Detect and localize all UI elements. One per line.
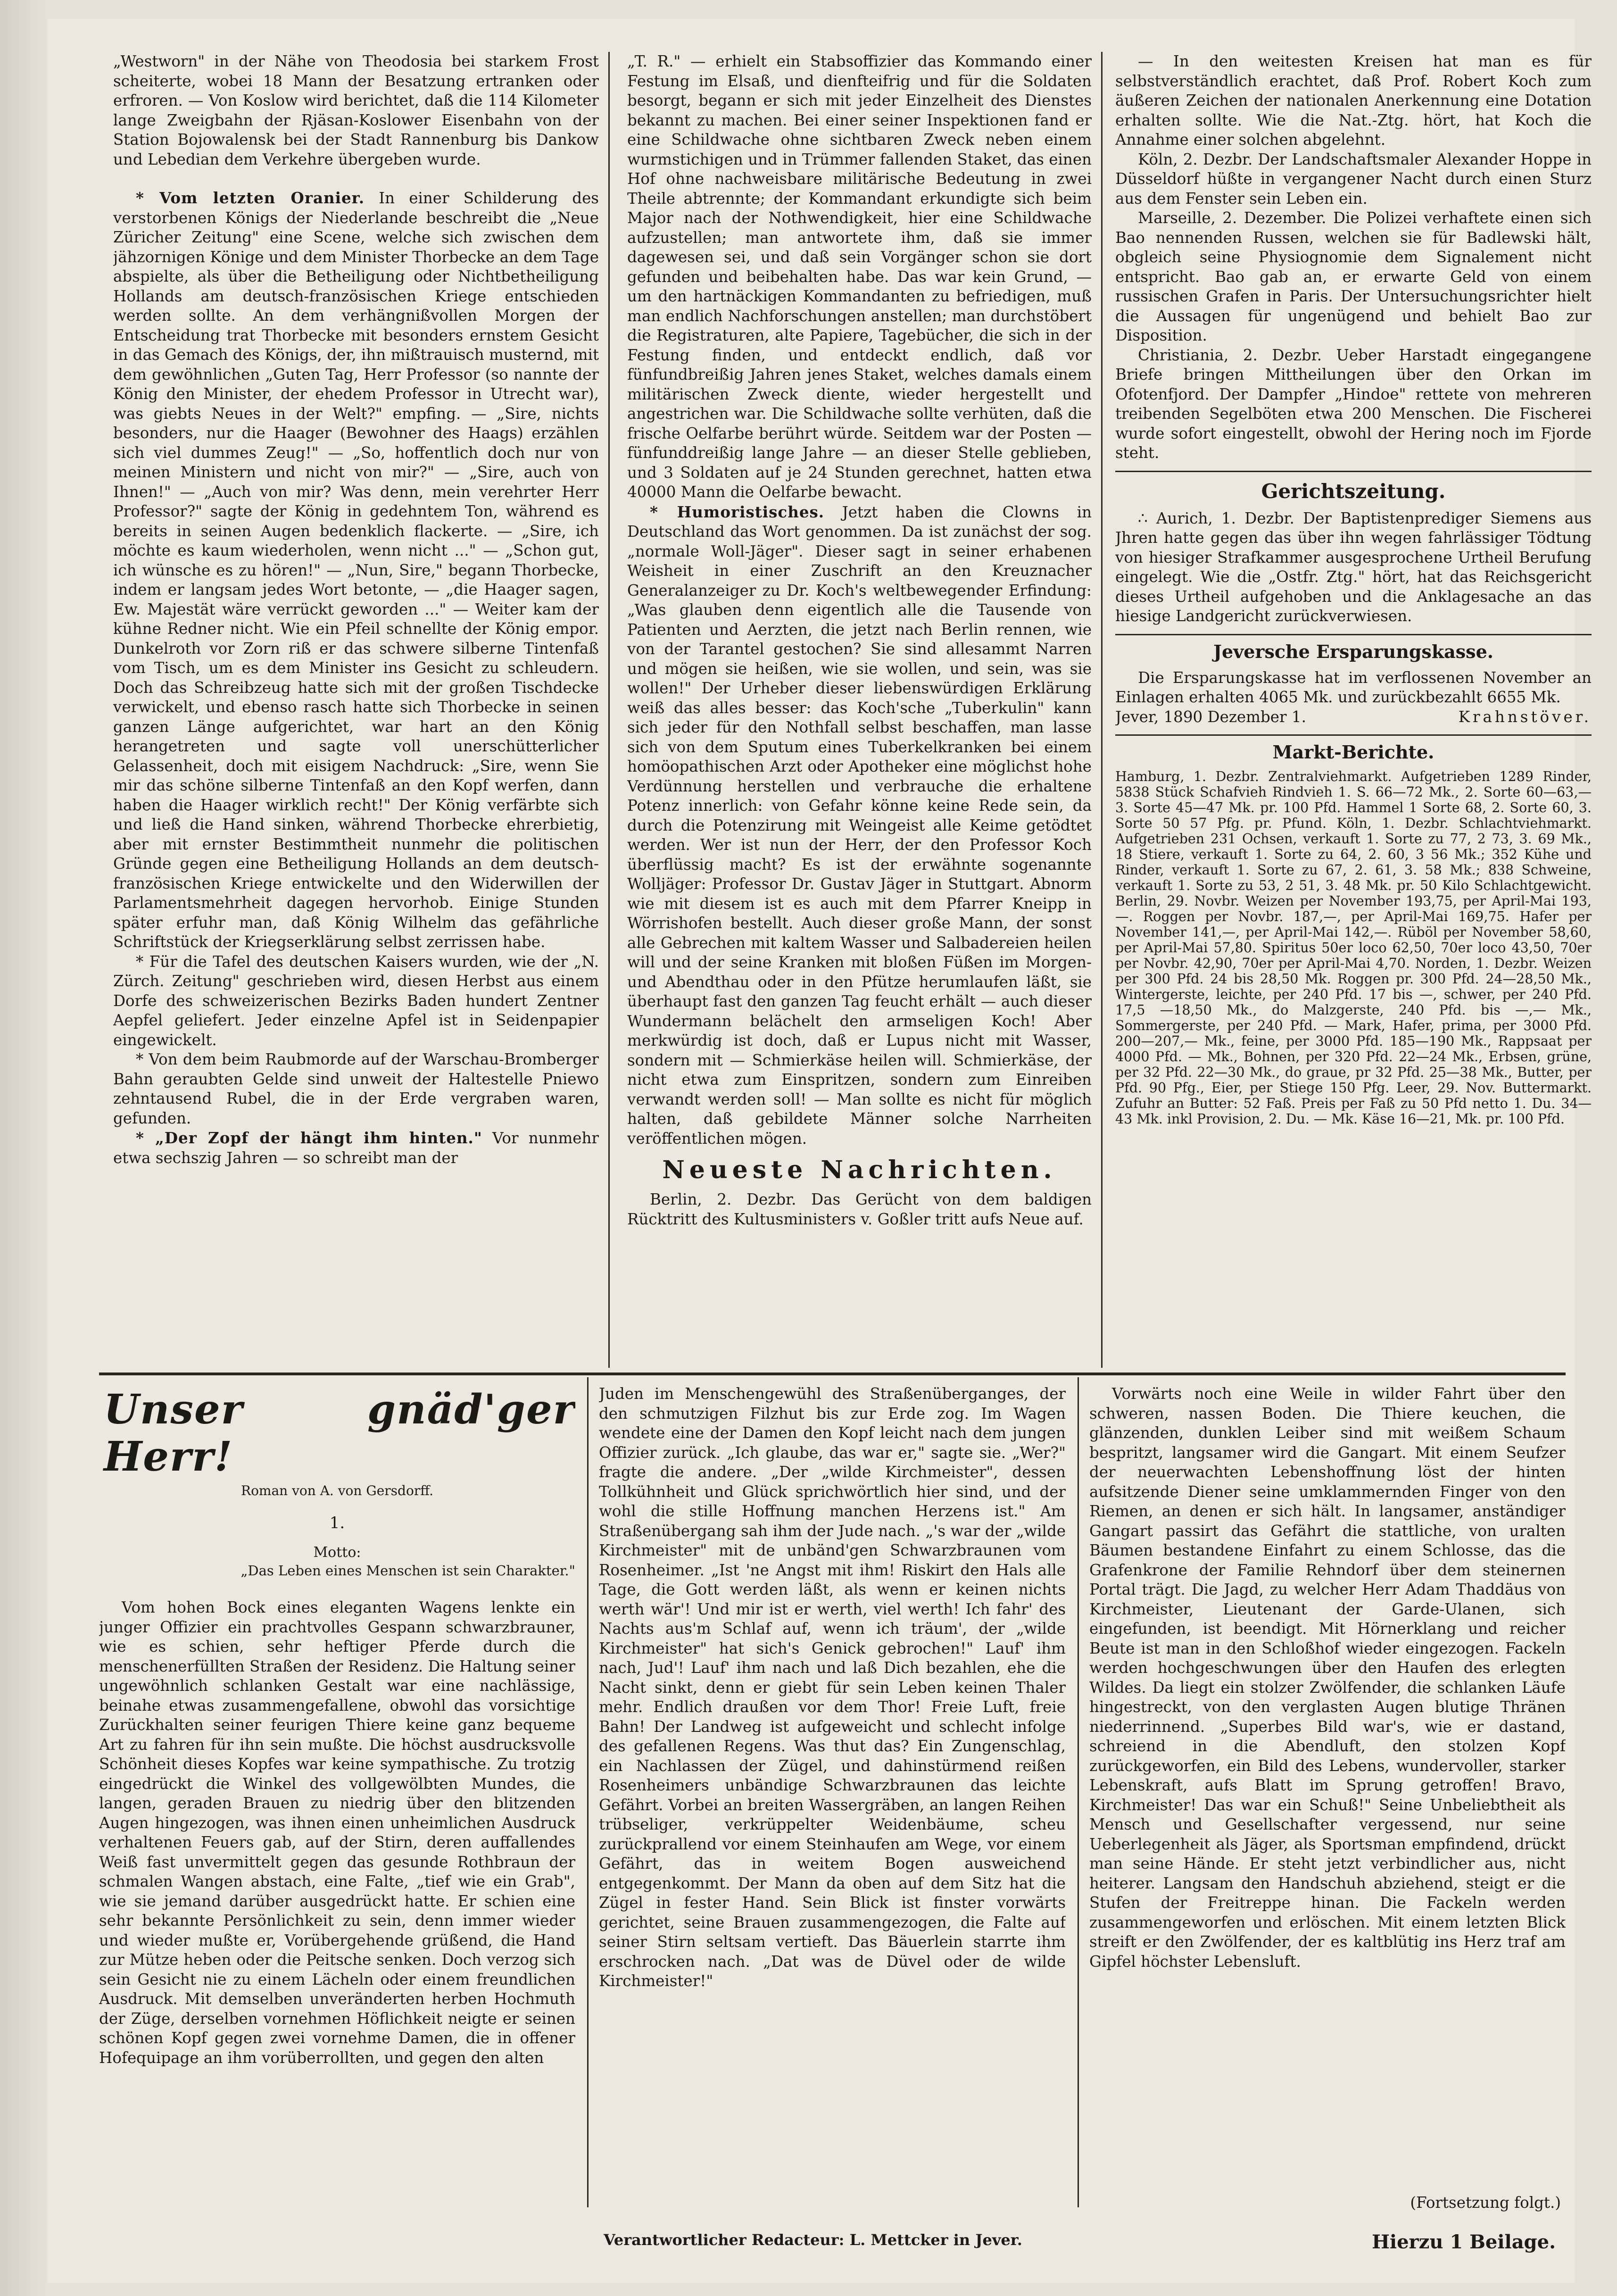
novel-text-3: Vorwärts noch eine Weile in wilder Fahrt über den schweren, nassen Boden. Die Thiere keuchen, die glänzenden, dunklen Leiber sind mit weißem Schaum bespritzt, langsamer wird die Gangart. Mit einem Seufzer der neuerwachten Lebenshoffnung löst der hinten aufsitzende Diener seine umklammernden Finger von den Riemen, an denen er sich hält. In langsamer, anständiger Gangart passirt das Gefährt die stattliche, von uralten Bäumen bestandene Einfahrt zu einem Schlosse, das die Grafenkrone der Familie Rehndorf über dem steinernen Portal trägt. Die Jagd, zu welcher Herr Adam Thaddäus von Kirchmeister, Lieutenant der Garde-Ulanen, sich eingefunden, ist beendigt. Mit Hörnerklang und reicher Beute ist man in den Schloßhof wieder eingezogen. Fackeln werden hochgeschwungen über den Haufen des erlegten Wildes. Da liegt ein stolzer Zwölfender, die schlanken Läufe hingestreckt, von den verglasten Augen blutige Thränen niederrinnend. „Superbes Bild war's, wie er dastand, schreiend in die Abendluft, den stolzen Kopf zurückgeworfen, ein Bild des Lebens, wundervoller, starker Lebenskraft, aufs Blatt im Sprung getroffen! Bravo, Kirchmeister! Das war ein Schuß!" Seine Unbeliebtheit als Mensch und Gesellschafter vergessend, nur seine Ueberlegenheit als Jäger, als Sportsman empfindend, drückt man seine Hände. Er steht jetzt verbindlicher aus, nicht heiterer. Langsam den Handschuh abziehend, steigt er die Stufen der Freitreppe hinan. Die Fackeln werden zusammengeworfen und erlöschen. Mit einem letzten Blick streift er den Zwölfender, der es kaltblütig ins Herz traf am Gipfel höchster Lebensluft.: [1089, 1385, 1566, 1971]
gericht-rule: [1115, 471, 1592, 472]
column-rule-2: [1101, 52, 1103, 1368]
motto-text: „Das Leben eines Menschen ist sein Charakter.": [240, 1563, 575, 1579]
novel-rule-1: [587, 1377, 589, 2207]
marseille-text: Marseille, 2. Dezember. Die Polizei verhaftete einen sich Bao nennenden Russen, welchen sie für Badlewski hält, obgleich seine Physiognomie dem Signalement nicht entspricht. Bao gab an, er erwarte Geld von einem russischen Grafen in Paris. Der Untersuchungsrichter hielt die Aussagen für ungenügend und behielt Bao zur Disposition.: [1115, 209, 1592, 344]
gericht-heading: Gerichtszeitung.: [1261, 479, 1446, 503]
novel-text-1: Vom hohen Bock eines eleganten Wagens lenkte ein junger Offizier ein prachtvolles Gespann schwarzbrauner, wie es schien, sehr heftiger Pferde durch die menschenerfüllten Straßen der Residenz. Die Haltung seiner ungewöhnlich schlanken Gestalt war eine nachlässige, beinahe etwas zusammengefallene, obwohl das vorsichtige Zurückhalten seiner feurigen Thiere keine ganz bequeme Art zu fahren für ihn sein mußte. Die höchst ausdrucksvolle Schönheit dieses Kopfes war keine sympathische. Zu trotzig eingedrückt die Winkel des vollgewölbten Mundes, die langen, geraden Brauen zu niedrig über den blitzenden Augen hingezogen, was ihnen einen unheimlichen Ausdruck verhaltenen Feuers gab, auf der Stirn, deren auffallendes Weiß fast unvermittelt gegen das gesunde Rothbraun der schmalen Wangen abstach, eine Falte, „tief wie ein Grab", wie sie jemand darüber ausgedrückt hatte. Er schien eine sehr bekannte Persönlichkeit zu sein, denn immer wieder und wieder mußte er, Vorübergehende grüßend, die Hand zur Mütze heben oder die Peitsche senken. Doch verzog sich sein Gesicht nie zu einem Lächeln oder einem freundlichen Ausdruck. Mit demselben unveränderten herben Hochmuth der Züge, derselben vornehmen Höflichkeit neigte er seinen schönen Kopf gegen zwei vornehme Damen, die in offener Hofequipage an ihm vorüberrollten, und gegen den alten: [99, 1598, 575, 2067]
humor-title: * Humoristisches.: [650, 502, 825, 521]
continued-label: (Fortsetzung folgt.): [1410, 2194, 1561, 2212]
tafel-text: * Für die Tafel des deutschen Kaisers wurden, wie der „N. Zürch. Zeitung" geschrieben wird, diesen Herbst aus einem Dorfe des schweizerischen Bezirks Baden hundert Zentner Aepfel geliefert. Jeder einzelne Apfel ist in Seidenpapier eingewickelt.: [113, 952, 599, 1049]
novel-column-3: [1089, 1384, 1566, 2196]
markt-rule: [1115, 734, 1592, 736]
neueste-heading: Neueste Nachrichten.: [662, 1156, 1057, 1184]
novel-author: Roman von A. von Gersdorff.: [240, 1483, 433, 1498]
raub-text: * Von dem beim Raubmorde auf der Warschau-Bromberger Bahn geraubten Gelde sind unweit der Haltestelle Pniewo zehntausend Rubel, die in der Erde vergraben waren, gefunden.: [113, 1050, 599, 1127]
kasse-heading: Jeversche Ersparungskasse.: [1213, 641, 1493, 662]
markt-heading: Markt-Berichte.: [1272, 741, 1435, 763]
novel-chapter: 1.: [329, 1514, 345, 1532]
novel-rule-2: [1078, 1377, 1079, 2207]
gericht-text: ∴ Aurich, 1. Dezbr. Der Baptistenprediger Siemens aus Jhren hatte gegen das über ihn wegen fahrlässiger Tödtung von hiesiger Strafkammer ausgesprochene Urtheil Berufung eingelegt. Wie die „Ostfr. Ztg." hört, hat das Reichsgericht dieses Urtheil aufgehoben und die Anklagesache an das hiesige Landgericht zurückverwiesen.: [1115, 509, 1592, 625]
editor-line: Verantwortlicher Redacteur: L. Mettcker in Jever.: [604, 2231, 1022, 2249]
kasse-signature: [1115, 707, 1592, 727]
column-2-top-text: „T. R." — erhielt ein Stabsoffizier das Kommando einer Festung im Elsaß, und dienfteifrig und für die Soldaten besorgt, begann er sich mit jeder Einzelheit des Dienstes bekannt zu machen. Bei einer seiner Inspektionen fand er eine Schildwache ohne sichtbaren Zweck neben einem wurmstichigen und in Trümmer fallenden Staket, das einen Hof ohne nachweisbare militärische Bedeutung in zwei Theile abtrennte; der Kommandant erkundigte sich beim Major nach der Nothwendigkeit, hier eine Schildwache aufzustellen; man antwortete ihm, daß sie immer dagewesen sei, und daß sein Vorgänger schon sie dort gefunden und beibehalten habe. Das war kein Grund, — um den hartnäckigen Kommandanten zu befriedigen, muß man endlich Nachforschungen anstellen; man durchstöbert die Registraturen, alte Papiere, Tagebücher, die sich in der Festung finden, und entdeckt endlich, daß vor fünfundbreißig Jahren jenes Staket, welches damals einem militärischen Zweck diente, wieder hergestellt und angestrichen war. Die Schildwache sollte verhüten, daß die frische Oelfarbe berührt würde. Seitdem war der Posten — fünfunddreißig lange Jahre — an dieser Stelle geblieben, und 3 Soldaten auf je 24 Stunden gerechnet, hatten etwa 40000 Mann die Oelfarbe bewacht.: [627, 52, 1092, 501]
column-rule-1: [608, 52, 610, 1368]
column-3: [1115, 52, 1592, 1368]
christiania-text: Christiania, 2. Dezbr. Ueber Harstadt eingegangene Briefe bringen Mittheilungen über den Orkan im Ofotenfjord. Der Dampfer „Hindoe" rettete von mehreren treibenden Segelböten etwa 200 Menschen. Die Fischerei wurde sofort eingestellt, obwohl der Hering noch im Fjorde steht.: [1115, 346, 1592, 462]
humor-text: Jetzt haben die Clowns in Deutschland das Wort genommen. Da ist zunächst der sog. „normale Woll-Jäger". Dieser sagt in seiner erhabenen Weisheit in einer Zuschrift an den Kreuznacher Generalanzeiger zu Dr. Koch's weltbewegender Erfindung: „Was glauben denn eigentlich alle die Tausende von Patienten und Aerzten, die jetzt nach Berlin rennen, wie von der Tarantel gestochen? Sie sind allesammt Narren und mögen sie heißen, wie sie wollen, und sein, was sie wollen!" Der Urheber dieser liebenswürdigen Erklärung weiß das alles besser: das Koch'sche „Tuberkulin" kann sich jeder für den Nothfall selbst beschaffen, man lasse sich von dem Sputum eines Tuberkelkranken bei einem homöopathischen Arzt oder Apotheker eine möglichst hohe Verdünnung herstellen und verbrauche die erhaltene Potenz innerlich: von Gefahr könne keine Rede sein, da durch die Potenzirung mit Weingeist alle Keime getödtet werden. Wer ist nun der Herr, der den Professor Koch überflüssig macht? Es ist der erwähnte sogenannte Wolljäger: Professor Dr. Gustav Jäger in Stuttgart. Abnorm wie mit diesem ist es auch mit dem Pfarrer Kneipp in Wörrishofen bestellt. Auch dieser große Mann, der sonst alle Gebrechen mit kaltem Wasser und Salbadereien heilen will und der seine Kranken mit bloßen Füßen im Morgen- und Abendthau oder in den Pfütze herumlaufen läßt, sie überhaupt fast den ganzen Tag feucht erhält — auch dieser Wundermann belächelt den armseligen Koch! Aber merkwürdig ist doch, daß er Lupus nicht mit Wasser, sondern mit — Schmierkäse heilen will. Schmierkäse, der nicht etwa zum Einspritzen, sondern zum Einreiben verwandt werden soll! — Man sollte es nicht für möglich halten, daß gebildete Männer solche Narrheiten veröffentlichen mögen.: [627, 503, 1092, 1148]
zopf-text: Vor nunmehr etwa sechszig Jahren — so schreibt man der: [113, 1129, 599, 1167]
column-1-top-text: „Westworn" in der Nähe von Theodosia bei starkem Frost scheiterte, wobei 18 Mann der Besatzung ertranken oder erfroren. — Von Koslow wird berichtet, daß die 114 Kilometer lange Zweigbahn der Rjäsan-Koslower Eisenbahn von der Station Bojowalensk bei der Stadt Rannenburg bis Dankow und Lebedian dem Verkehre übergeben wurde.: [113, 52, 599, 168]
novel-column-2: [599, 1384, 1066, 2214]
page-gutter: [0, 0, 47, 2296]
kasse-sign-left: Jever, 1890 Dezember 1.: [1115, 707, 1306, 726]
neueste-text: Berlin, 2. Dezbr. Das Gerücht von dem baldigen Rücktritt des Kultusministers v. Goßler tritt aufs Neue auf.: [627, 1190, 1092, 1228]
novel-text-2: Juden im Menschengewühl des Straßenüberganges, der den schmutzigen Filzhut bis zur Erde zog. Im Wagen wendete eine der Damen den Kopf leicht nach dem jungen Offizier zurück. „Ich glaube, das war er," sagte sie. „Wer?" fragte die andere. „Der „wilde Kirchmeister", dessen Tollkühnheit und Glück sprichwörtlich hier sind, und der wohl die stille Hoffnung manchen Herzens ist." Am Straßenübergang sah ihm der Jude nach. „'s war der „wilde Kirchmeister" mit de unbänd'gen Schwarzbraunen vom Rosenheimer. „Ist 'ne Angst mit ihm! Riskirt den Hals alle Tage, die Gott werden läßt, als wenn er keinen nichts werth wär'! Und mir ist er werth, viel werth! Ich fahr' des Nachts aus'm Schlaf auf, wenn ich träum', der „wilde Kirchmeister" hat sich's Genick gebrochen!" Lauf' ihm nach, Jud'! Lauf' ihm nach und laß Dich bezahlen, ehe die Nacht sinkt, denn er giebt für sein Leben keinen Thaler mehr. Endlich draußen vor dem Thor! Freie Luft, freie Bahn! Der Landweg ist aufgeweicht und schlecht infolge des gefallenen Regens. Was thut das? Ein Zungenschlag, ein Nachlassen der Zügel, und dahinstürmend reißen Rosenheimers unbändige Schwarzbraunen das leichte Gefährt. Vorbei an breiten Wassergräben, an langen Reihen trübseliger, verkrüppelter Weidenbäume, scheu zurückprallend vor einem Steinhaufen am Wege, vor einem Gefährt, das in weitem Bogen ausweichend entgegenkommt. Der Mann da oben auf dem Sitz hat die Zügel in fester Hand. Sein Blick ist finster vorwärts gerichtet, seine Brauen zusammengezogen, die Falte auf seiner Stirn seltsam vertieft. Das Bäuerlein starrte ihm erschrocken nach. „Dat was de Düvel oder de wilde Kirchmeister!": [599, 1385, 1066, 1990]
zopf-title: * „Der Zopf der hängt ihm hinten.": [136, 1129, 482, 1147]
supplement-note: Hierzu 1 Beilage.: [1372, 2231, 1556, 2253]
column-1: [113, 52, 599, 1368]
novel-continued: [1089, 2193, 1561, 2217]
koeln-text: Köln, 2. Dezbr. Der Landschaftsmaler Alexander Hoppe in Düsseldorf hüßte in vergangener Nacht durch einen Sturz aus dem Fenster sein Leben ein.: [1115, 150, 1592, 208]
oranier-text: In einer Schilderung des verstorbenen Königs der Niederlande beschreibt die „Neue Züricher Zeitung" eine Scene, welche sich zwischen dem jähzornigen Könige und dem Minister Thorbecke an dem Tage abspielte, als über die Betheiligung oder Nichtbetheiligung Hollands am deutsch-französischen Kriege entschieden werden sollte. An dem verhängnißvollen Morgen der Entscheidung trat Thorbecke mit besonders ernstem Gesicht in das Gemach des Königs, der, ihn mißtrauisch musternd, mit dem gewöhnlichen „Guten Tag, Herr Professor (so nannte der König den Minister, der ehedem Professor in Utrecht war), was giebts Neues in der Welt?" empfing. — „Sire, nichts besonders, nur die Haager (Bewohner des Haags) erzählen sich viel dummes Zeug!" — „So, hoffentlich doch nur von meinen Ministern und nicht von mir?" — „Sire, auch von Ihnen!" — „Auch von mir? Was denn, mein verehrter Herr Professor?" sagte der König in gedehntem Ton, während es bereits in seinen Augen bedenklich flackerte. — „Sire, ich möchte es kaum wiederholen, wenn nicht ..." — „Schon gut, ich wünsche es zu hören!" — „Nun, Sire," begann Thorbecke, indem er langsam jedes Wort betonte, — „die Haager sagen, Ew. Majestät wäre verrückt geworden ..." — Weiter kam der kühne Redner nicht. Wie ein Pfeil schnellte der König empor. Dunkelroth vor Zorn riß er das schwere silberne Tintenfaß vom Tisch, um es dem Minister ins Gesicht zu schleudern. Doch das Schreibzeug hatte sich mit der großen Tischdecke verwickelt, und ebenso rasch hatte sich Thorbecke in seinen ganzen Länge aufgerichtet, war hart an den König herangetreten und sagte voll unerschütterlicher Gelassenheit, doch mit eisigem Nachdruck: „Sire, wenn Sie mir das schöne silberne Tintenfaß an den Kopf werfen, dann haben die Haager wirklich recht!" Der König verfärbte sich und ließ die Hand sinken, während Thorbecke ehrerbietig, aber mit ernster Bestimmtheit nunmehr die politischen Gründe gegen eine Betheiligung Hollands an dem deutsch-französischen Kriege entwickelte und den Widerwillen der Parlamentsmehrheit dagegen hervorhob. Einige Stunden später erfuhr man, daß König Wilhelm das gefährliche Schriftstück der Kriegserklärung selbst zerrissen habe.: [113, 189, 599, 951]
oranier-title: * Vom letzten Oranier.: [136, 189, 365, 207]
motto-label: Motto:: [313, 1544, 361, 1561]
column-2: [627, 52, 1092, 1368]
kasse-rule: [1115, 634, 1592, 635]
kasse-text: Die Ersparungskasse hat im verflossenen November an Einlagen erhalten 4065 Mk. und zurückbezahlt 6655 Mk.: [1115, 668, 1592, 706]
novel-column-1: [99, 1384, 575, 2214]
feuilleton-rule: [99, 1373, 1566, 1375]
koch-text: — In den weitesten Kreisen hat man es für selbstverständlich erachtet, daß Prof. Robert Koch zum äußeren Zeichen der nationalen Anerkennung eine Dotation erhalten sollte. Wie die Nat.-Ztg. hört, hat Koch die Annahme einer solchen abgelehnt.: [1115, 52, 1592, 149]
markt-text: Hamburg, 1. Dezbr. Zentralviehmarkt. Aufgetrieben 1289 Rinder, 5838 Stück Schafvieh Rindvieh 1. S. 66—72 Mk., 2. Sorte 60—63,— 3. Sorte 45—47 Mk. pr. 100 Pfd. Hammel 1 Sorte 68, 2. Sorte 60, 3. Sorte 50 57 Pfg. pr. Pfund. Köln, 1. Dezbr. Schlachtviehmarkt. Aufgetrieben 231 Ochsen, verkauft 1. Sorte zu 77, 2 73, 3. 69 Mk., 18 Stiere, verkauft 1. Sorte zu 64, 2. 60, 3 56 Mk.; 352 Kühe und Rinder, verkauft 1. Sorte zu 67, 2. 61, 3. 58 Mk.; 838 Schweine, verkauft 1. Sorte zu 53, 2 51, 3. 48 Mk. pr. 50 Kilo Schlachtgewicht. Berlin, 29. Novbr. Weizen per November 193,75, per April-Mai 193,—. Roggen per Novbr. 187,—, per April-Mai 169,75. Hafer per November 141,—, per April-Mai 142,—. Rüböl per November 58,60, per April-Mai 57,80. Spiritus 50er loco 62,50, 70er loco 43,50, 70er per Novbr. 42,90, 70er per April-Mai 4,70. Norden, 1. Dezbr. Weizen per 300 Pfd. 24 bis 28,50 Mk. Roggen pr. 300 Pfd. 24—28,50 Mk., Wintergerste, leichte, per 240 Pfd. 17 bis —, schwer, per 240 Pfd. 17,5 —18,50 Mk., do Malzgerste, 240 Pfd. bis —,— Mk., Sommergerste, per 240 Pfd. — Mark, Hafer, prima, per 3000 Pfd. 200—207,— Mk., feine, per 3000 Pfd. 185—190 Mk., Rappsaat per 4000 Pfd. — Mk., Bohnen, per 320 Pfd. 22—24 Mk., Erbsen, grüne, per 32 Pfd. 22—30 Mk., do graue, pr 32 Pfd. 25—38 Mk., Butter, per Pfd. 90 Pfg., Eier, per Stiege 150 Pfg. Leer, 29. Nov. Buttermarkt. Zufuhr an Butter: 52 Faß. Preis per Faß zu 50 Pfd netto 1. Du. 34—43 Mk. inkl Provision, 2. Du. — Mk. Käse 16—21, Mk. pr. 100 Pfd.: [1115, 769, 1592, 1127]
novel-title: Unser gnäd'ger Herr!: [104, 1386, 575, 1481]
kasse-sign-right: Krahnstöver.: [1458, 707, 1592, 726]
